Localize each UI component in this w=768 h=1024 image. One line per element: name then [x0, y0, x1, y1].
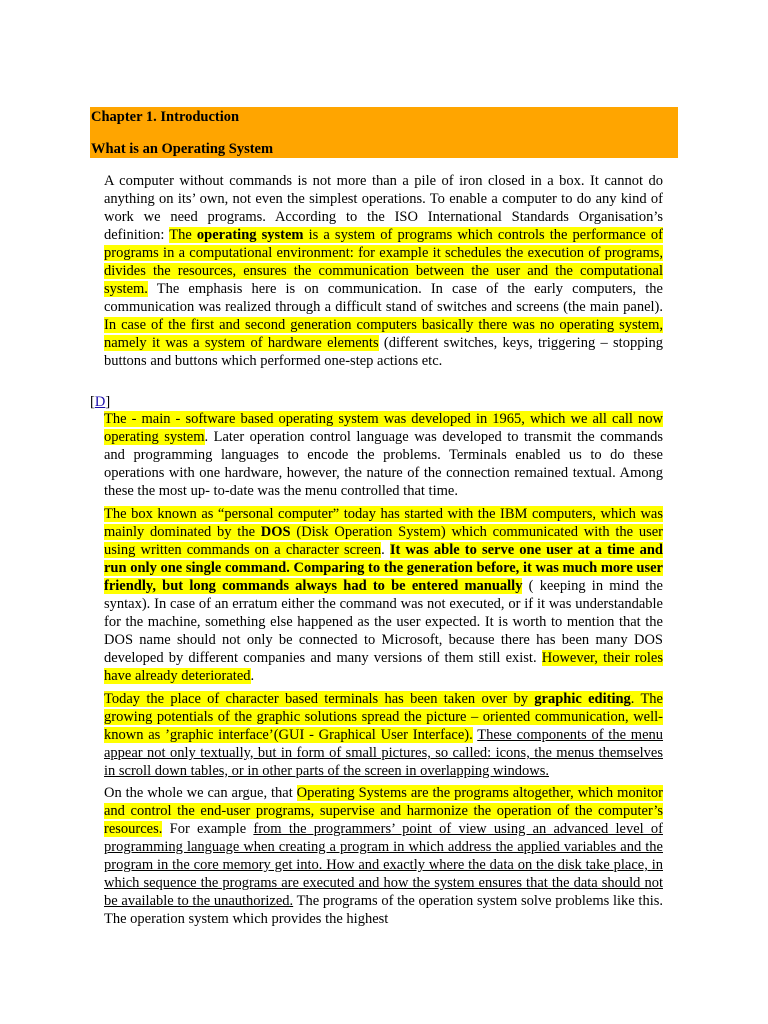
highlighted-text: The - main - software based operating system was developed in 1965, which we all call now operating system — [104, 411, 663, 445]
bold-text: DOS — [260, 524, 291, 540]
paragraph-2 — [104, 410, 663, 500]
text-run: . The growing potentials of the graphic solutions spread the picture – oriented communication, well-known as ’graphic interface’(GUI - Graphical User Interface). — [104, 691, 663, 743]
bold-text: graphic editing — [534, 691, 631, 707]
paragraph-4 — [104, 690, 663, 780]
bold-text: It was able to serve one user at a time and run only one single command. Comparing to the generation before, it was much more user friendly, but long commands always had to be entered manually — [104, 542, 663, 594]
highlighted-text: However, their roles have already deteriorated — [104, 650, 663, 684]
text-run: The emphasis here is on communication. In case of the early computers, the communication was realized through a difficult stand of switches and screens (the main panel). — [104, 281, 663, 315]
text-run: The — [169, 227, 197, 243]
text-run: (Disk Operation System) which communicated with the user using written commands on a character screen — [104, 524, 663, 558]
reference-link[interactable]: D — [94, 394, 106, 410]
text-run: (different switches, keys, triggering – stopping buttons and buttons which performed one-step actions etc. — [104, 335, 663, 369]
text-run: Today the place of character based terminals has been taken over by — [104, 691, 535, 707]
text-run: For example — [162, 821, 254, 837]
paragraph-5 — [104, 784, 663, 928]
text-run: . — [250, 668, 255, 684]
paragraph-3 — [104, 505, 663, 685]
text-run: The programs of the operation system solve problems like this. The operation system which provides the highest — [104, 893, 663, 927]
text-run: The box known as “personal computer” today has started with the IBM computers, which was mainly dominated by the — [104, 506, 663, 540]
text-run: ( keeping in mind the syntax). In case of an erratum either the command was not executed, or if it was understandable for the machine, something else happened as the user expected. It is worth to mention that the DOS name should not only be connected to Microsoft, because there has been many DOS developed by different companies and many versions of them still exist. — [104, 578, 663, 666]
chapter-title: Chapter 1. Introduction — [91, 109, 240, 125]
paragraph-1 — [104, 172, 663, 370]
underlined-text: These components of the menu appear not only textually, but in form of small pictures, so called: icons, the menus themselves in scroll down tables, or in other parts of the screen in overlapping windows. — [104, 727, 664, 779]
highlighted-text: In case of the first and second generation computers basically there was no operating system, namely it was a system of hardware elements — [104, 317, 663, 351]
text-run: . Later operation control language was developed to transmit the commands and programming languages to encode the problems. Terminals enabled us to do these operations with one hardware, however, the nature of the connection remained textual. Among these the most up- to-date was the menu controlled that time. — [104, 429, 663, 499]
text-run: On the whole we can argue, that — [104, 785, 297, 801]
reference-marker — [90, 393, 110, 411]
text-run: . — [381, 542, 390, 558]
text-run: is a system of programs which controls the performance of programs in a computational environment: for example it schedules the execution of programs, divides the resources, ensures the communication between the user and the computational system. — [104, 227, 663, 297]
underlined-text: from the programmers’ point of view using an advanced level of programming language when creating a program in which address the applied variables and the program in the core memory get into. How and exactly where the data on the disk take place, in which sequence the programs are executed and how the system ensures that the data should not be available to the unauthorized. — [104, 821, 663, 909]
highlighted-text: Operating Systems are the programs altogether, which monitor and control the end-user programs, supervise and harmonize the operation of the computer’s resources. — [104, 785, 663, 837]
section-title: What is an Operating System — [91, 141, 274, 157]
bracket-open: [ — [90, 394, 95, 410]
text-run: A computer without commands is not more than a pile of iron closed in a box. It cannot do anything on its’ own, not even the simplest operations. To enable a computer to do any kind of work we need programs. According to the ISO International Standards Organisation’s definition: — [104, 173, 663, 243]
bracket-close: ] — [105, 394, 111, 410]
bold-text: operating system — [196, 227, 304, 243]
